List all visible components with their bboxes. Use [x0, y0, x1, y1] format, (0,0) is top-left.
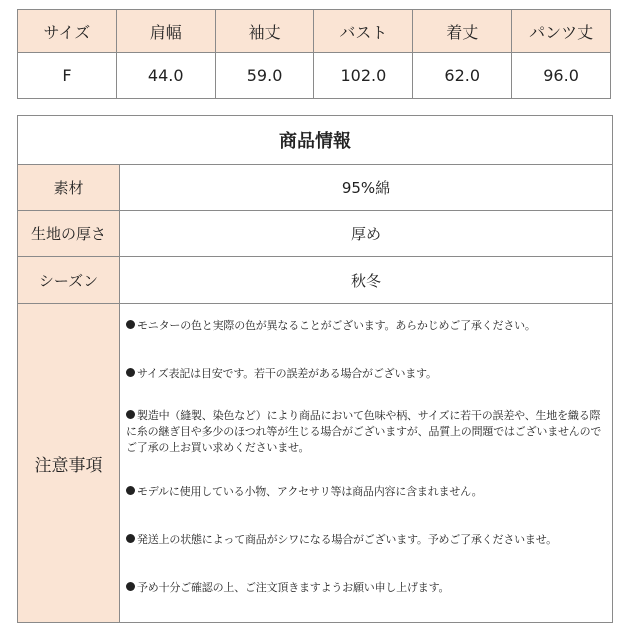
size-header-sleeve: 袖丈 [215, 10, 314, 53]
note-text: 発送上の状態によって商品がシワになる場合がございます。予めご了承くださいませ。 [137, 533, 557, 546]
info-row-season [18, 257, 613, 304]
bullet-icon [126, 486, 135, 495]
info-label-thickness: 生地の厚さ [18, 211, 120, 257]
size-value-bust: 102.0 [314, 53, 413, 99]
notes-cell [120, 304, 613, 623]
info-row-material [18, 165, 613, 211]
product-info-title: 商品情報 [18, 116, 613, 165]
note-text: 予め十分ご確認の上、ご注文頂きますようお願い申し上げます。 [137, 581, 450, 594]
note-text: サイズ表記は目安です。若干の誤差がある場合がございます。 [137, 367, 437, 380]
bullet-icon [126, 534, 135, 543]
info-label-material: 素材 [18, 165, 120, 211]
product-info-title-row [18, 116, 613, 165]
info-row-thickness [18, 211, 613, 257]
notes-list [126, 318, 606, 596]
size-header-bust: バスト [314, 10, 413, 53]
size-header-shoulder: 肩幅 [116, 10, 215, 53]
size-header-pants-length: パンツ丈 [512, 10, 611, 53]
note-text: モデルに使用している小物、アクセサリ等は商品内容に含まれません。 [137, 485, 483, 498]
bullet-icon [126, 582, 135, 591]
info-label-season: シーズン [18, 257, 120, 304]
size-table-header-row [18, 10, 611, 53]
note-item [126, 408, 606, 456]
info-value-material: 95%綿 [120, 165, 613, 211]
size-header-size: サイズ [18, 10, 117, 53]
note-item [126, 532, 606, 548]
info-value-thickness: 厚め [120, 211, 613, 257]
note-item [126, 580, 606, 596]
size-value-pants-length: 96.0 [512, 53, 611, 99]
size-value-size: F [18, 53, 117, 99]
size-value-sleeve: 59.0 [215, 53, 314, 99]
size-header-length: 着丈 [413, 10, 512, 53]
bullet-icon [126, 320, 135, 329]
note-text: 製造中（縫製、染色など）により商品において色味や柄、サイズに若干の誤差や、生地を織る際に糸の継ぎ目や多少のほつれ等が生じる場合がございますが、品質上の問題ではございませんのでご了承の上お買い求めくださいませ。 [126, 409, 602, 454]
bullet-icon [126, 410, 135, 419]
product-info-table [17, 115, 613, 623]
size-table-row [18, 53, 611, 99]
size-value-length: 62.0 [413, 53, 512, 99]
info-value-season: 秋冬 [120, 257, 613, 304]
note-item [126, 318, 606, 334]
note-text: モニターの色と実際の色が異なることがございます。あらかじめご了承ください。 [137, 319, 536, 332]
notes-label: 注意事項 [18, 304, 120, 623]
note-item [126, 484, 606, 500]
note-item [126, 366, 606, 382]
size-table [17, 9, 611, 99]
size-value-shoulder: 44.0 [116, 53, 215, 99]
bullet-icon [126, 368, 135, 377]
info-row-notes [18, 304, 613, 623]
